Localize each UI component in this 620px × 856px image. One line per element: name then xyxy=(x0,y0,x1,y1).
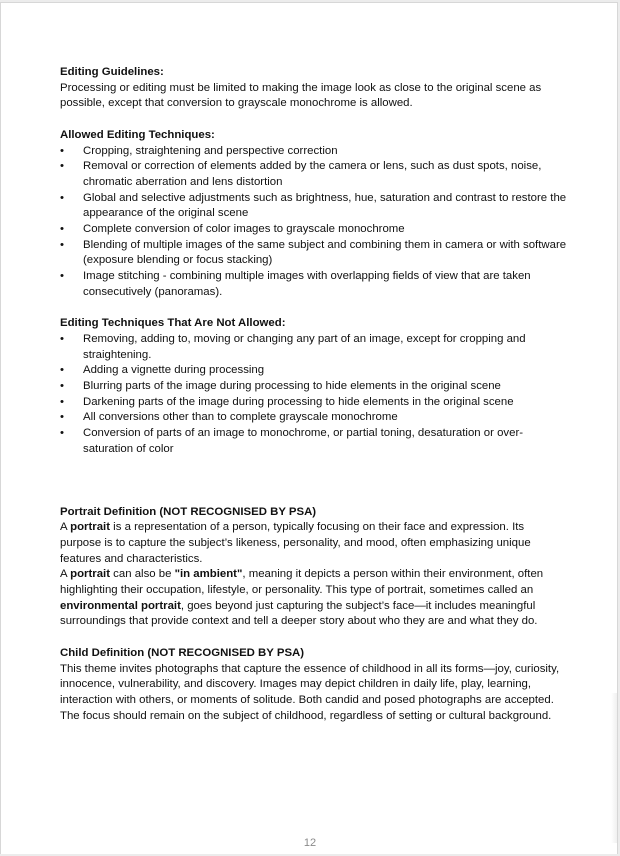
text-run: is a representation of a person, typically focusing on their face and expression. Its purpose is to capture the subject’s likeness, personality, and mood, often emphasizing unique features and characteristics. xyxy=(60,521,531,565)
not-allowed-techniques-heading: Editing Techniques That Are Not Allowed: xyxy=(60,317,286,330)
list-item-text: Complete conversion of color images to grayscale monochrome xyxy=(83,223,405,236)
bullet-icon: • xyxy=(60,160,64,173)
allowed-techniques-list xyxy=(60,144,568,301)
page-edge-shadow xyxy=(611,693,617,843)
list-item-text: Blending of multiple images of the same subject and combining them in camera or with software (exposure blending or focus stacking) xyxy=(83,238,567,267)
bullet-icon: • xyxy=(60,364,64,377)
child-definition-text: This theme invites photographs that capture the essence of childhood in all its forms—joy, curiosity, innocence, vulnerability, and discovery. Images may depict children in daily life, play, learning, interaction with others, or moments of solitude. Both candid and posed photographs are accepted. The focus should remain on the subject of childhood, regardless of setting or cultural background. xyxy=(60,662,560,722)
bullet-icon: • xyxy=(60,144,64,157)
list-item-text: Image stitching - combining multiple images with overlapping fields of view that are taken consecutively (panoramas). xyxy=(83,270,531,298)
list-item-text: Global and selective adjustments such as brightness, hue, saturation and contrast to restore the appearance of the original scene xyxy=(83,191,567,220)
bullet-icon: • xyxy=(60,395,64,408)
list-item-text: Removing, adding to, moving or changing any part of an image, except for cropping and straightening. xyxy=(83,332,526,361)
bullet-icon: • xyxy=(60,332,64,345)
list-item xyxy=(60,426,568,457)
bullet-icon: • xyxy=(60,223,64,236)
text-run: can also be xyxy=(110,568,175,581)
bullet-icon: • xyxy=(60,238,64,251)
list-item xyxy=(60,363,568,379)
bold-term-in-ambient: "in ambient" xyxy=(174,568,243,581)
text-run: , goes beyond just capturing the subject’s face—it includes meaningful surroundings that provide context and tell a deeper story about who they are and what they do. xyxy=(60,599,538,628)
bullet-icon: • xyxy=(60,270,64,283)
bold-term-environmental-portrait: environmental portrait xyxy=(60,599,181,612)
list-item xyxy=(60,269,568,300)
bullet-icon: • xyxy=(60,411,64,424)
bullet-icon: • xyxy=(60,380,64,393)
list-item xyxy=(60,332,568,363)
editing-guidelines-text: Processing or editing must be limited to making the image look as close to the original scene as possible, except that conversion to grayscale monochrome is allowed. xyxy=(60,81,542,110)
list-item-text: Removal or correction of elements added by the camera or lens, such as dust spots, noise, chromatic aberration and lens distortion xyxy=(83,160,542,188)
bold-term-portrait: portrait xyxy=(70,568,111,581)
list-item xyxy=(60,144,568,160)
page-content xyxy=(60,65,568,724)
child-definition-heading: Child Definition (NOT RECOGNISED BY PSA) xyxy=(60,646,305,659)
list-item-text: Blurring parts of the image during processing to hide elements in the original scene xyxy=(83,380,501,393)
list-item xyxy=(60,410,568,426)
text-run: A xyxy=(60,521,71,534)
text-run: A xyxy=(60,568,71,581)
page-number: 12 xyxy=(303,837,317,849)
list-item xyxy=(60,395,568,411)
editing-guidelines-heading: Editing Guidelines: xyxy=(60,66,164,78)
list-item xyxy=(60,191,568,222)
list-item xyxy=(60,238,568,269)
portrait-paragraph-2 xyxy=(60,567,568,630)
bullet-icon: • xyxy=(60,427,64,440)
list-item-text: All conversions other than to complete grayscale monochrome xyxy=(83,411,398,424)
list-item xyxy=(60,222,568,238)
bullet-icon: • xyxy=(60,191,64,204)
not-allowed-techniques-list xyxy=(60,332,568,458)
list-item-text: Adding a vignette during processing xyxy=(83,364,265,377)
portrait-paragraph-1 xyxy=(60,520,568,567)
list-item-text: Conversion of parts of an image to monochrome, or partial toning, desaturation or over-saturation of color xyxy=(83,427,524,455)
list-item-text: Darkening parts of the image during processing to hide elements in the original scene xyxy=(83,395,514,408)
bold-term-portrait: portrait xyxy=(70,521,111,534)
list-item xyxy=(60,159,568,190)
portrait-definition-heading: Portrait Definition (NOT RECOGNISED BY PSA) xyxy=(60,505,317,518)
list-item xyxy=(60,379,568,395)
text-run: , meaning it depicts a person within their environment, often highlighting their occupation, lifestyle, or personality. This type of portrait, sometimes called an xyxy=(60,568,544,597)
list-item-text: Cropping, straightening and perspective correction xyxy=(83,144,338,157)
allowed-techniques-heading: Allowed Editing Techniques: xyxy=(60,128,215,141)
document-page xyxy=(0,2,618,854)
